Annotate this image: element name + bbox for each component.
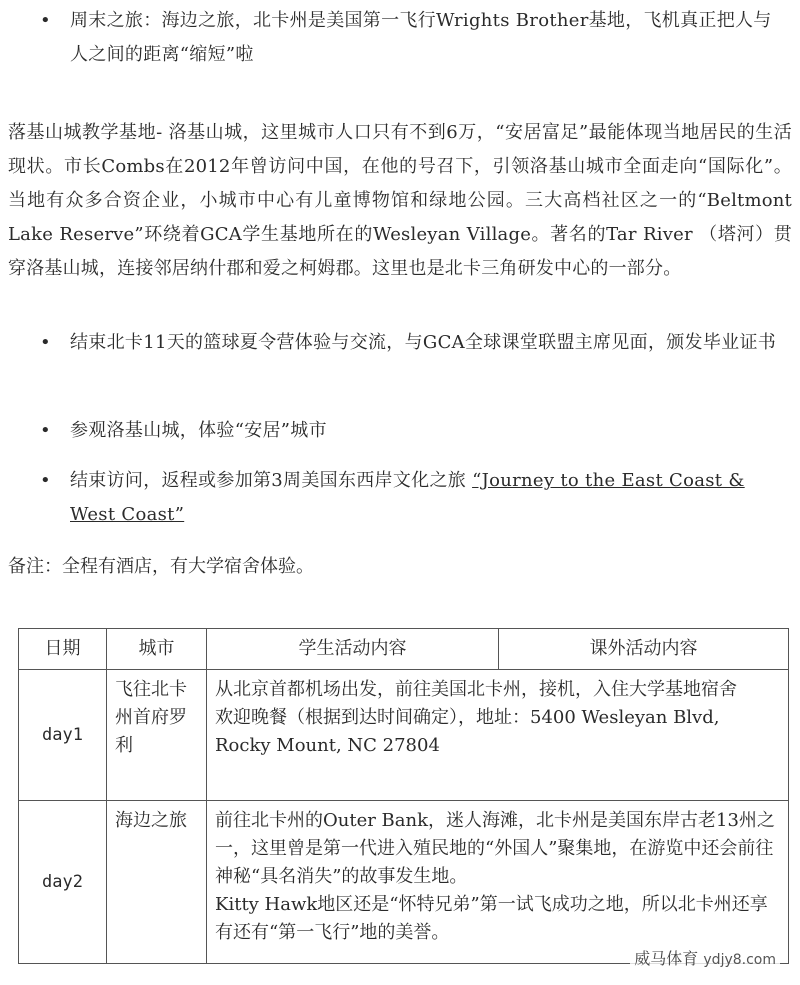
bullet-text xyxy=(70,464,780,532)
activity-line: 前往北卡州的Outer Bank，迷人海滩，北卡州是美国东岸古老13州之一，这里曾是第一代进入殖民地的“外国人”聚集地，在游览中还会前往神秘“具名消失”的故事发生地。 xyxy=(215,810,775,887)
activity-line: 从北京首都机场出发，前往美国北卡州，接机，入住大学基地宿舍 xyxy=(215,679,737,700)
bullet-icon: • xyxy=(40,332,51,353)
city-cell: 飞往北卡州首府罗利 xyxy=(107,670,207,801)
watermark-brand: 威马体育 xyxy=(634,949,699,968)
bullet-icon: • xyxy=(40,470,51,491)
bullet-text: 周末之旅：海边之旅，北卡州是美国第一飞行Wrights Brother基地，飞机真正把人与人之间的距离“缩短”啦 xyxy=(70,10,772,65)
day-cell: day1 xyxy=(19,670,107,801)
watermark xyxy=(630,944,780,971)
header-extra-activity: 课外活动内容 xyxy=(499,629,789,670)
activity-cell xyxy=(207,801,789,964)
activity-line: 欢迎晚餐（根据到达时间确定），地址：5400 Wesleyan Blvd, Rocky Mount, NC 27804 xyxy=(215,707,720,756)
header-student-activity: 学生活动内容 xyxy=(207,629,499,670)
table-header-row xyxy=(19,629,789,670)
table-row xyxy=(19,670,789,801)
table-row xyxy=(19,801,789,964)
itinerary-table xyxy=(18,628,789,964)
note-text: 备注：全程有酒店，有大学宿舍体验。 xyxy=(8,556,314,577)
activity-line: Kitty Hawk地区还是“怀特兄弟”第一试飞成功之地，所以北卡州还享有还有“第一飞行”地的美誉。 xyxy=(215,894,768,943)
header-date: 日期 xyxy=(19,629,107,670)
bullet-text: 参观洛基山城，体验“安居”城市 xyxy=(70,420,327,441)
intro-paragraph: 落基山城教学基地- 洛基山城，这里城市人口只有不到6万，“安居富足”最能体现当地居民的生活现状。市长Combs在2012年曾访问中国，在他的号召下，引领洛基山城市全面走向“国际化”。当地有众多合资企业，小城市中心有儿童博物馆和绿地公园。三大高档社区之一的“Beltmont Lake Reserve”环绕着GCA学生基地所在的Wesleyan Village。著名的Tar River （塔河）贯穿洛基山城，连接邻居纳什郡和爱之柯姆郡。这里也是北卡三角研发中心的一部分。 xyxy=(8,122,792,279)
bullet-prefix: 结束访问，返程或参加第3周美国东西岸文化之旅 xyxy=(70,470,473,491)
journey-link[interactable]: “Journey to the East Coast & West Coast” xyxy=(70,470,745,525)
bullet-icon: • xyxy=(40,420,51,441)
bullet-text: 结束北卡11天的篮球夏令营体验与交流，与GCA全球课堂联盟主席见面，颁发毕业证书 xyxy=(70,332,777,353)
watermark-url: ydjy8.com xyxy=(703,952,776,968)
city-cell: 海边之旅 xyxy=(107,801,207,964)
day-cell: day2 xyxy=(19,801,107,964)
bullet-icon: • xyxy=(40,10,51,31)
activity-cell xyxy=(207,670,789,801)
header-city: 城市 xyxy=(107,629,207,670)
